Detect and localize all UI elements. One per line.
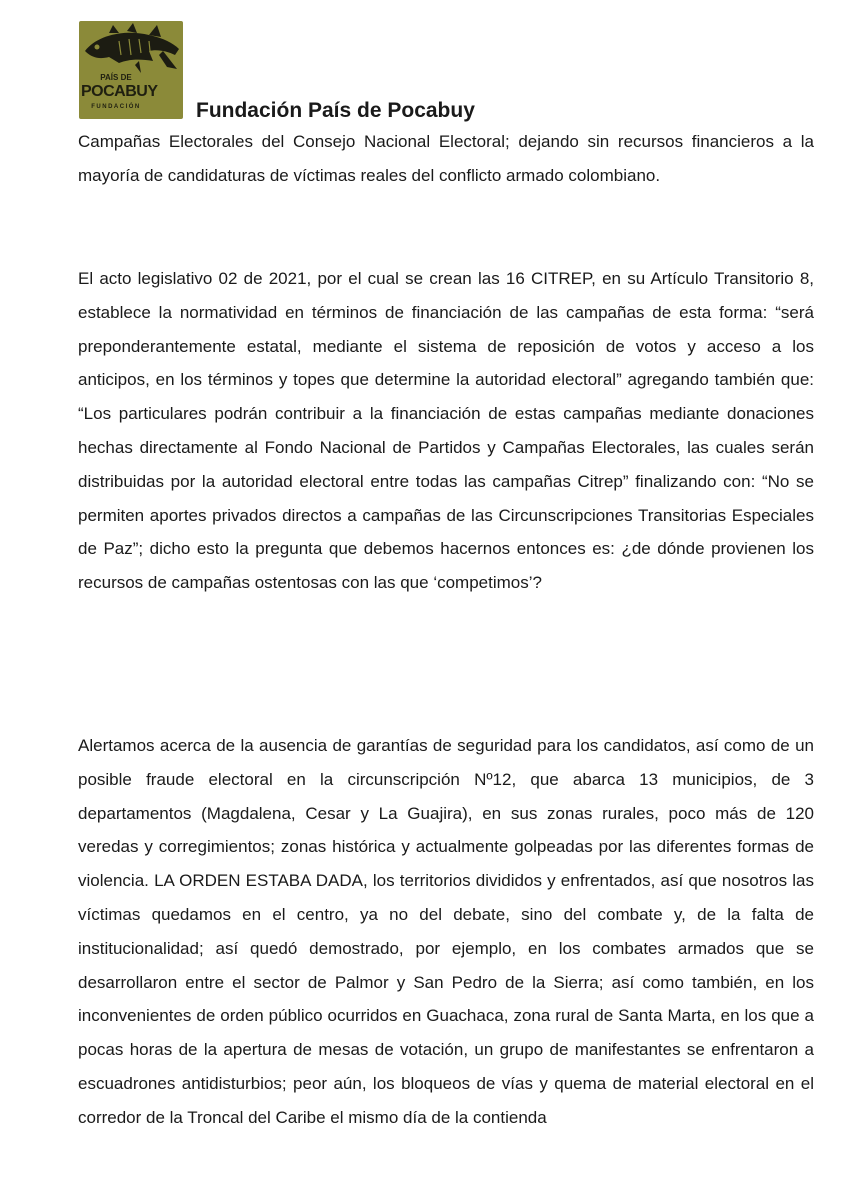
paragraph-3-end: , los territorios divididos y enfrentados, así que nosotros las víctimas quedamos en el centro, ya no del debate, sino del combate y, de la falta de institucionalidad; así quedó demostrado, por ejemplo, en los combates armados que se desarrollaron entre el sector de Palmor y San Pedro de la Sierra; así como también, en los inconvenientes de orden público ocurridos en Guachaca, zona rural de Santa Marta, en los que a pocas horas de la apertura de mesas de votación, un grupo de manifestantes se enfrentaron a escuadrones antidisturbios; peor aún, los bloqueos de vías y quema de material electoral en el corredor de la Troncal del Caribe el mismo día de la contienda [78, 871, 815, 1127]
paragraph-3 [78, 729, 814, 1135]
logo-line-pais: PAÍS DE [100, 73, 132, 82]
foundation-logo [79, 21, 183, 119]
logo-line-pocabuy: POCABUY [81, 83, 158, 100]
paragraph-3-start: Alertamos acerca de la ausencia de garantías de seguridad para los candidatos, así como de un posible fraude electoral en la circunscripción Nº12, que abarca 13 municipios, de 3 departamentos (Magdalena, Cesar y La Guajira), en sus zonas rurales, poco más de 120 veredas y corregimientos; zonas histórica y actualmente golpeadas por las diferentes formas de violencia. [78, 736, 814, 891]
paragraph-2: El acto legislativo 02 de 2021, por el cual se crean las 16 CITREP, en su Artículo Transitorio 8, establece la normatividad en términos de financiación de las campañas de esta forma: “será preponderantemente estatal, mediante el sistema de reposición de votos y acceso a los anticipos, en los términos y topes que determine la autoridad electoral” agregando también que: “Los particulares podrán contribuir a la financiación de estas campañas mediante donaciones hechas directamente al Fondo Nacional de Partidos y Campañas Electorales, las cuales serán distribuidas por la autoridad electoral entre todas las campañas Citrep” finalizando con: “No se permiten aportes privados directos a campañas de las Circunscripciones Transitorias Especiales de Paz”; dicho esto la pregunta que debemos hacernos entonces es: ¿de dónde provienen los recursos de campañas ostentosas con las que ‘competimos’? [78, 269, 814, 593]
paragraph-3-emphasis: LA ORDEN ESTABA DADA [154, 871, 363, 891]
organization-title: Fundación País de Pocabuy [196, 99, 475, 122]
logo-line-fundacion: FUNDACIÓN [91, 104, 141, 110]
paragraph-1: Campañas Electorales del Consejo Nacional Electoral; dejando sin recursos financieros a la mayoría de candidaturas de víctimas reales del conflicto armado colombiano. [78, 132, 814, 185]
